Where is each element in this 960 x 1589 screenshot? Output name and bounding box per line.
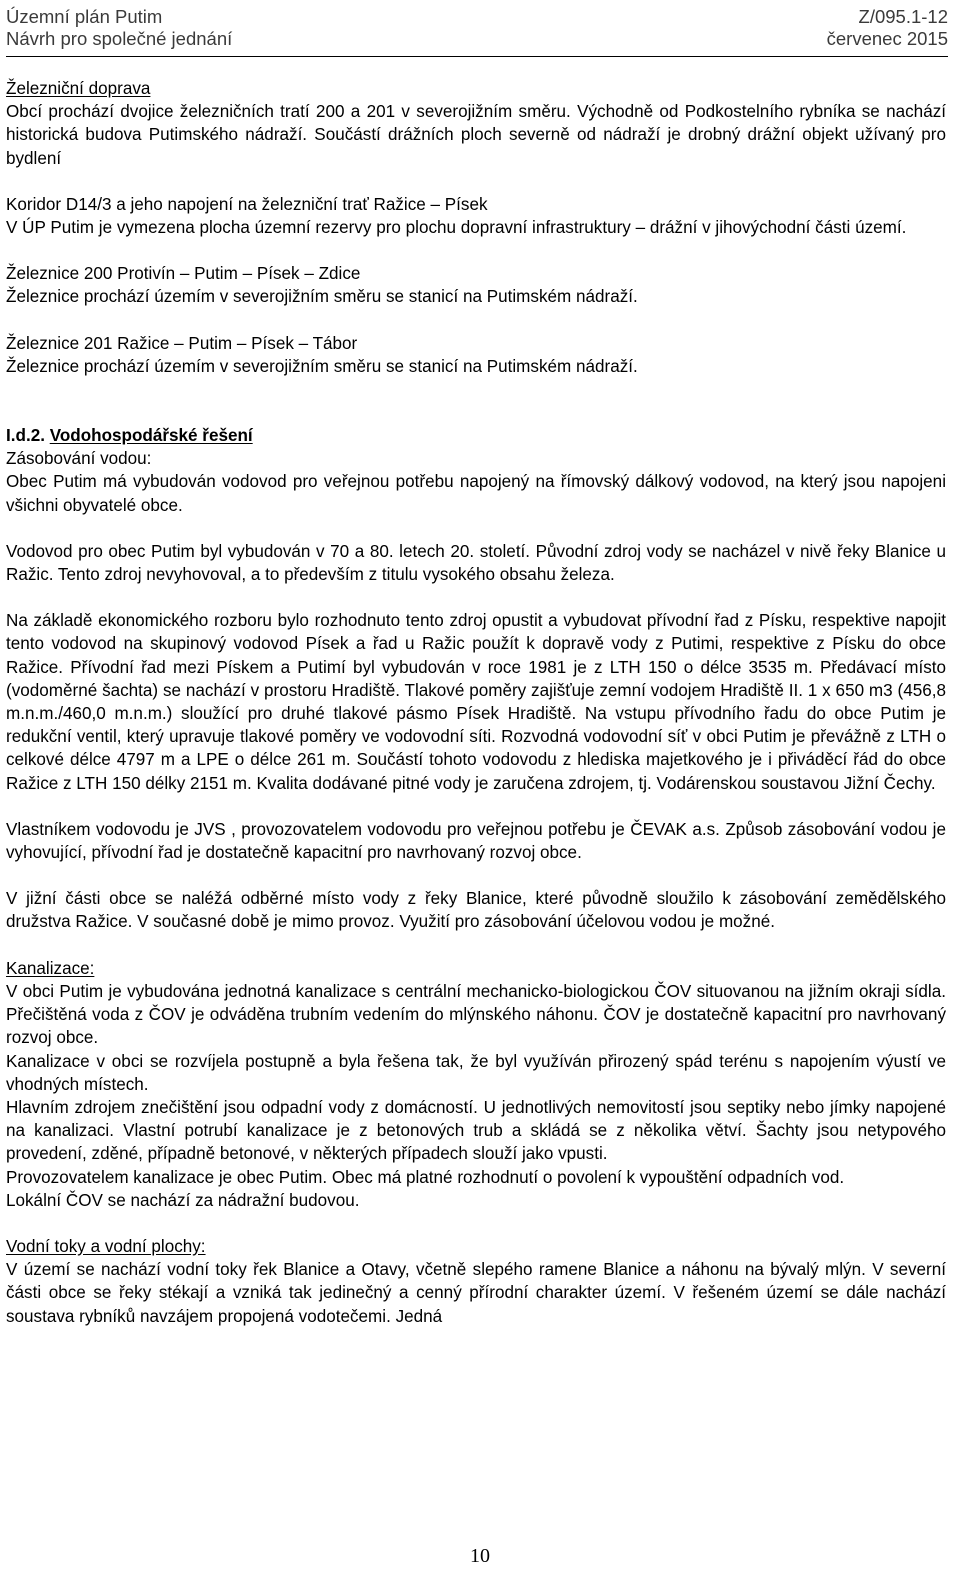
sewer-paragraph-2: Kanalizace v obci se rozvíjela postupně a byla řešena tak, že byl využíván přirozený spád terénu s napojením výustí ve vhodných místech. — [6, 1051, 946, 1094]
line200-heading: Železnice 200 Protivín – Putim – Písek – Zdice — [6, 264, 361, 284]
corridor-heading: Koridor D14/3 a jeho napojení na železniční trať Ražice – Písek — [6, 194, 488, 214]
corridor-text: V ÚP Putim je vymezena plocha územní rezervy pro plochu dopravní infrastruktury – drážní v jihovýchodní části území. — [6, 218, 907, 238]
sewer-heading: Kanalizace: — [6, 958, 95, 978]
line201-heading: Železnice 201 Ražice – Putim – Písek – Tábor — [6, 333, 358, 353]
rail-heading: Železniční doprava — [6, 79, 151, 98]
streams-paragraph-1: V území se nachází vodní toky řek Blanice a Otavy, včetně slepého ramene Blanice a náhonu na bývalý mlýn. V severní části obce se řeky stékají a vzniká tak jedinečný a cenný přírodní charakter území. V řešeném území se dále nachází soustava rybníků navzájem propojená vodotečemi. Jedná — [6, 1260, 946, 1326]
supply-paragraph-2: Vodovod pro obec Putim byl vybudován v 70 a 80. letech 20. století. Původní zdroj vody se nacházel v nivě řeky Blanice u Ražic. Tento zdroj nevyhovoval, a to především z titulu vysokého obsahu železa. — [6, 541, 946, 585]
streams-heading: Vodní toky a vodní plochy: — [6, 1236, 206, 1256]
supply-paragraph-1: Obec Putim má vybudován vodovod pro veřejnou potřebu napojený na římovský dálkový vodovod, na který jsou napojeni všichni obyvatelé obce. — [6, 472, 946, 515]
sewer-section — [6, 957, 946, 1050]
line201-text: Železnice prochází územím v severojižním směru se stanicí na Putimském nádraží. — [6, 356, 638, 376]
header-stage: Návrh pro společné jednání — [6, 28, 233, 49]
section-title: Vodohospodářské řešení — [49, 426, 253, 446]
streams-section — [6, 1235, 946, 1328]
sewer-paragraph-3: Hlavním zdrojem znečištění jsou odpadní vody z domácností. U jednotlivých nemovitostí jsou septiky nebo jímky napojené na kanalizaci. Vlastní potrubí kanalizace je z betonových trub a skládá se z několika větví. Šachty jsou netypového provedení, zděné, případně betonové, v některých případech slouží jako vpusti. — [6, 1097, 946, 1164]
corridor-section — [6, 193, 946, 239]
line200-text: Železnice prochází územím v severojižním směru se stanicí na Putimském nádraží. — [6, 287, 638, 307]
section-number: I.d.2. — [6, 426, 45, 446]
water-section — [6, 424, 946, 517]
supply-paragraph-3: Na základě ekonomického rozboru bylo rozhodnuto tento zdroj opustit a vybudovat přívodní řad z Písku, respektive napojit tento vodovod na skupinový vodovod Písek a řad u Ražic použít k dopravě vody z Putimi, respektive z Písku do obce Ražice. Přívodní řad mezi Pískem a Putimí byl vybudován v roce 1981 je z LTH 150 o délce 3535 m. Předávací místo (vodoměrné šachta) se nachází v prostoru Hradiště. Tlakové poměry zajišťuje zemní vodojem Hradiště II. 1 x 650 m3 (456,8 m.n.m./460,0 m.n.m.) sloužící pro druhé tlakové pásmo Písek Hradiště. Na vstupu přívodního řadu do obce Putim je redukční ventil, který upravuje tlakové poměry ve vodovodní síti. Rozvodná vodovodní síť v obci Putim je převážně z LTH o celkové délce 4797 m a LPE o délce 261 m. Součástí tohoto vodovodu z hlediska majetkového je i přiváděcí řád do obce Ražice z LTH 150 délky 2151 m. Kvalita dodávané pitné vody je zaručena zdrojem, tj. Vodárenskou soustavou Jižní Čechy. — [6, 611, 946, 793]
water-section-title — [6, 424, 946, 447]
document-body — [6, 77, 946, 1328]
line200-section — [6, 262, 946, 308]
page-header-line-1 — [6, 5, 948, 29]
header-date: červenec 2015 — [826, 28, 948, 49]
page-header-line-2 — [6, 27, 948, 51]
header-plan-title: Územní plán Putim — [6, 6, 163, 27]
header-divider — [6, 56, 948, 57]
sewer-paragraph-4: Provozovatelem kanalizace je obec Putim. Obec má platné rozhodnutí o povolení k vypouštění odpadních vod. — [6, 1167, 845, 1187]
rail-intro: Obcí prochází dvojice železničních tratí 200 a 201 v severojižním směru. Východně od Podkostelního rybníka se nachází historická budova Putimského nádraží. Součástí drážních ploch severně od nádraží je drobný drážní objekt užívaný pro bydlení — [6, 102, 946, 168]
rail-section — [6, 77, 946, 170]
page-number: 10 — [470, 1545, 490, 1567]
sewer-paragraph-5: Lokální ČOV se nachází za nádražní budovou. — [6, 1190, 360, 1210]
line201-section — [6, 332, 946, 378]
header-document-code: Z/095.1-12 — [858, 6, 948, 27]
sewer-paragraph-1: V obci Putim je vybudována jednotná kanalizace s centrální mechanicko-biologickou ČOV situovanou na jižním okraji sídla. Přečištěná voda z ČOV je odváděna trubním vedením do mlýnského náhonu. ČOV je dostatečně kapacitní pro navrhovaný rozvoj obce. — [6, 981, 946, 1048]
supply-paragraph-4: Vlastníkem vodovodu je JVS , provozovatelem vodovodu pro veřejnou potřebu je ČEVAK a.s. Způsob zásobování vodou je vyhovující, přívodní řad je dostatečně kapacitní pro navrhovaný rozvoj obce. — [6, 819, 946, 863]
supply-paragraph-5: V jižní části obce se naléžá odběrné místo vody z řeky Blanice, které původně sloužilo k zásobování zemědělského družstva Ražice. V současné době je mimo provoz. Využití pro zásobování účelovou vodou je možné. — [6, 889, 946, 932]
supply-heading: Zásobování vodou: — [6, 449, 152, 469]
